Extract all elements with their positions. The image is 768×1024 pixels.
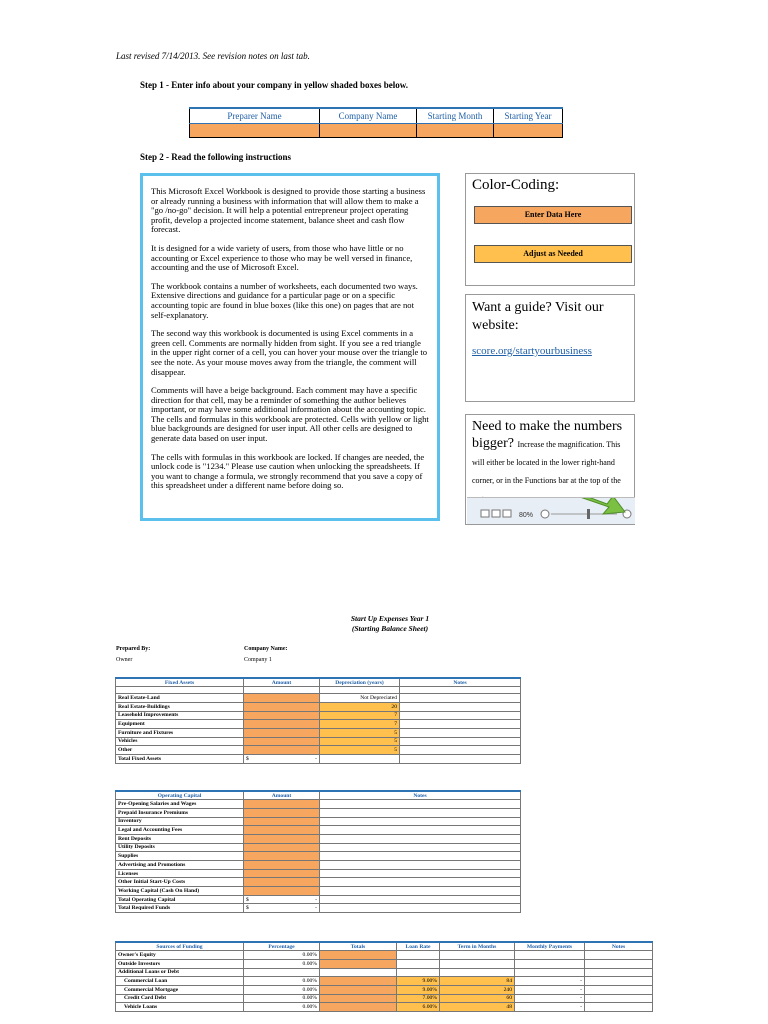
starting-month-header: Starting Month [417, 108, 494, 124]
table-row: Advertising and Promotions [116, 861, 521, 870]
notes-cell[interactable] [320, 834, 521, 843]
operating-capital-table [115, 790, 521, 913]
totals-input[interactable] [320, 985, 397, 994]
table-row: Vehicles 5 [116, 737, 521, 746]
loan-rate-input[interactable]: 9.00% [397, 985, 440, 994]
notes-header: Notes [400, 678, 521, 687]
loan-rate-header: Loan Rate [397, 942, 440, 951]
funding-table [115, 941, 653, 1012]
company-label: Company Name: [244, 646, 288, 652]
totals-input[interactable] [320, 1003, 397, 1012]
amount-input[interactable] [244, 808, 320, 817]
table-row: Prepaid Insurance Premiums [116, 808, 521, 817]
guide-box [465, 294, 635, 402]
notes-cell[interactable] [400, 711, 521, 720]
amount-input[interactable] [244, 817, 320, 826]
color-coding-box [465, 173, 635, 286]
zoom-control-icon [467, 498, 635, 524]
percentage-header: Percentage [244, 942, 320, 951]
sheet-subtitle: (Starting Balance Sheet) [351, 624, 429, 633]
table-row: Utility Deposits [116, 843, 521, 852]
table-row: Outside Investors 0.00% [116, 959, 653, 968]
starting-year-input[interactable] [494, 124, 563, 138]
enter-data-swatch: Enter Data Here [474, 206, 632, 224]
instruction-paragraph: Comments will have a beige background. Each comment may have a specific direction for that cell, may be a reminder of something the author believes important, or may have some additional information about the accounting topic. The cells and formulas in this workbook are protected. Cells with yellow or light blue backgrounds are designed for user input. All other cells are designed to generate data based on user input. [151, 385, 429, 444]
notes-cell[interactable] [320, 861, 521, 870]
table-row: Vehicle Loans 0.00% 6.00% 48 - [116, 1003, 653, 1012]
term-input[interactable]: 240 [440, 985, 515, 994]
table-row: Real Estate-Land Not Depreciated [116, 694, 521, 703]
table-row: Commercial Loan 0.00% 9.00% 84 - [116, 977, 653, 986]
prepared-by-value: Owner [116, 657, 133, 663]
depreciation-input[interactable]: 7 [320, 711, 400, 720]
depreciation-input[interactable]: 5 [320, 746, 400, 755]
company-name-input[interactable] [320, 124, 417, 138]
total-row: Total Fixed Assets $ - [116, 755, 521, 764]
magnification-title: Need to make the numbers bigger? Increase the magnification. This will either be located in the lower right-hand corner, or in the Functions bar at the top of the [472, 418, 634, 507]
color-coding-title: Color-Coding: [472, 177, 560, 193]
company-value: Company 1 [244, 657, 272, 663]
amount-input[interactable] [244, 737, 320, 746]
depreciation-header: Depreciation (years) [320, 678, 400, 687]
amount-input[interactable] [244, 702, 320, 711]
depreciation-input[interactable]: 5 [320, 737, 400, 746]
zoom-bar-image [467, 497, 635, 524]
instruction-paragraph: It is designed for a wide variety of users, from those who have little or no accounting or Excel experience to those who may be well versed in finance, accounting and the use of Microsoft Excel. [151, 242, 413, 273]
table-row: Other Initial Start-Up Costs [116, 878, 521, 887]
amount-input[interactable] [244, 728, 320, 737]
notes-cell[interactable] [320, 817, 521, 826]
loan-rate-input[interactable]: 9.00% [397, 977, 440, 986]
amount-input[interactable] [244, 694, 320, 703]
instruction-paragraph: The second way this workbook is documented is using Excel comments in a green cell. Comments are normally hidden from sight. If you see a red triangle in the upper right corner of a cell, you can hover your mouse over the triangle to see the note. As your mouse moves away from the triangle, the comment will disappear. [151, 328, 428, 377]
notes-cell[interactable] [320, 869, 521, 878]
company-name-header: Company Name [320, 108, 417, 124]
sheet-title: Start Up Expenses Year 1 [350, 614, 430, 623]
guide-title: Want a guide? Visit our website: [472, 300, 604, 333]
notes-cell[interactable] [400, 702, 521, 711]
table-row: Inventory [116, 817, 521, 826]
total-row: Total Required Funds $ - [116, 904, 521, 913]
notes-cell[interactable] [320, 826, 521, 835]
amount-input[interactable] [244, 861, 320, 870]
instruction-paragraph: The workbook contains a number of worksheets, each documented two ways. Extensive directions and guidance for a particular page or on a specific accounting topic are found in blue boxes (like this one) on pages that are not self-explanatory. [151, 280, 418, 320]
amount-input[interactable] [244, 887, 320, 896]
notes-cell[interactable] [320, 878, 521, 887]
table-row: Other 5 [116, 746, 521, 755]
table-row: Commercial Mortgage 0.00% 9.00% 240 - [116, 985, 653, 994]
notes-cell[interactable] [400, 720, 521, 729]
amount-input[interactable] [244, 843, 320, 852]
totals-input[interactable] [320, 951, 397, 960]
notes-cell[interactable] [400, 728, 521, 737]
totals-input[interactable] [320, 994, 397, 1003]
notes-header: Notes [320, 791, 521, 800]
notes-cell[interactable] [320, 843, 521, 852]
table-row: Working Capital (Cash On Hand) [116, 887, 521, 896]
notes-cell[interactable] [320, 887, 521, 896]
total-row: Total Operating Capital $ - [116, 895, 521, 904]
table-row: Owner's Equity 0.00% [116, 951, 653, 960]
term-input[interactable]: 48 [440, 1003, 515, 1012]
amount-input[interactable] [244, 869, 320, 878]
revision-note: Last revised 7/14/2013. See revision notes on last tab. [116, 51, 310, 61]
amount-header: Amount [244, 791, 320, 800]
totals-input[interactable] [320, 977, 397, 986]
loan-rate-input[interactable]: 7.00% [397, 994, 440, 1003]
depreciation-input[interactable]: 5 [320, 728, 400, 737]
amount-input[interactable] [244, 800, 320, 809]
step2-heading: Step 2 - Read the following instructions [140, 152, 292, 162]
notes-cell[interactable] [400, 737, 521, 746]
notes-cell[interactable] [320, 808, 521, 817]
notes-cell[interactable] [400, 694, 521, 703]
instruction-paragraph: The cells with formulas in this workbook are locked. If changes are needed, the unlock code is "1234." Please use caution when unlocking the spreadsheets. If you want to change a formula, we strongly recommend that you save a copy of this spreadsheet under a different name before doing so. [151, 451, 425, 491]
monthly-payments-header: Monthly Payments [515, 942, 585, 951]
depreciation-input[interactable]: 20 [320, 702, 400, 711]
notes-cell[interactable] [400, 746, 521, 755]
fixed-assets-header: Fixed Assets [116, 678, 244, 687]
table-row: Furniture and Fixtures 5 [116, 728, 521, 737]
table-row: Leasehold Improvements 7 [116, 711, 521, 720]
amount-input[interactable] [244, 852, 320, 861]
amount-input[interactable] [244, 746, 320, 755]
table-row: Rent Deposits [116, 834, 521, 843]
loan-rate-input[interactable]: 6.00% [397, 1003, 440, 1012]
instructions-box [140, 173, 440, 521]
term-input[interactable]: 84 [440, 977, 515, 986]
notes-cell[interactable] [320, 800, 521, 809]
amount-input[interactable] [244, 826, 320, 835]
adjust-swatch: Adjust as Needed [474, 245, 632, 263]
table-row: Additional Loans or Debt [116, 968, 653, 977]
fixed-assets-table [115, 677, 521, 770]
totals-header: Totals [320, 942, 397, 951]
step1-heading: Step 1 - Enter info about your company in yellow shaded boxes below. [140, 80, 408, 90]
funding-header: Sources of Funding [116, 942, 244, 951]
amount-header: Amount [244, 678, 320, 687]
notes-header: Notes [585, 942, 653, 951]
preparer-name-input[interactable] [190, 124, 320, 138]
depreciation-input[interactable]: 7 [320, 720, 400, 729]
amount-input[interactable] [244, 711, 320, 720]
instruction-paragraph: This Microsoft Excel Workbook is designed to provide those starting a business or already running a business with information that will allow them to make a "go /no-go" decision. It will help a potential entrepreneur project operating profit, develop a projected income statement, balance sheet and cash flow forecast. [151, 186, 426, 235]
table-row: Equipment 7 [116, 720, 521, 729]
amount-input[interactable] [244, 834, 320, 843]
amount-input[interactable] [244, 720, 320, 729]
table-row: Supplies [116, 852, 521, 861]
starting-year-header: Starting Year [494, 108, 563, 124]
amount-input[interactable] [244, 878, 320, 887]
zoom-level: 80% [519, 512, 534, 519]
company-info-table [189, 107, 563, 138]
term-input[interactable]: 60 [440, 994, 515, 1003]
operating-capital-header: Operating Capital [116, 791, 244, 800]
table-row: Licenses [116, 869, 521, 878]
preparer-name-header: Preparer Name [190, 108, 320, 124]
magnification-text: Increase the magnification. This will either be located in the lower right-hand corner, or in the Functions bar at the top of the [472, 440, 621, 485]
guide-link[interactable]: score.org/startyourbusiness [472, 345, 592, 357]
table-row: Credit Card Debt 0.00% 7.00% 60 - [116, 994, 653, 1003]
table-row: Pre-Opening Salaries and Wages [116, 800, 521, 809]
prepared-by-label: Prepared By: [116, 646, 151, 652]
table-row: Real Estate-Buildings 20 [116, 702, 521, 711]
totals-input[interactable] [320, 959, 397, 968]
term-header: Term in Months [440, 942, 515, 951]
notes-cell[interactable] [320, 852, 521, 861]
starting-month-input[interactable] [417, 124, 494, 138]
table-row: Legal and Accounting Fees [116, 826, 521, 835]
